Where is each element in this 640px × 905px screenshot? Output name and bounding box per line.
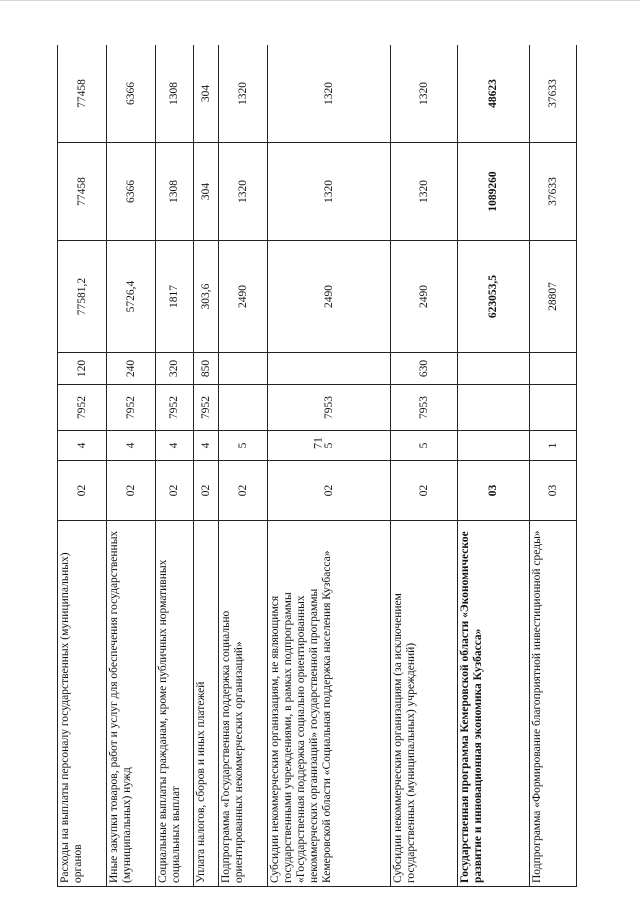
value-2022-cell: 1089260 <box>458 143 530 241</box>
value-2021-cell: 623053,5 <box>458 241 530 353</box>
value-2022-cell: 6366 <box>107 143 156 241</box>
code-cell: 7952 <box>156 385 194 431</box>
section-cell: 02 <box>268 461 391 521</box>
row-name-cell: Подпрограмма «Государственная поддержка социально ориентированных некоммерческих организаций» <box>219 521 268 887</box>
code-cell: 7952 <box>58 385 107 431</box>
value-2023-cell: 1320 <box>219 45 268 143</box>
subprogram-cell <box>458 431 530 461</box>
table-row <box>391 45 458 887</box>
subprogram-cell: 4 <box>58 431 107 461</box>
code-cell: 7953 <box>268 385 391 431</box>
code-cell: 7953 <box>391 385 458 431</box>
type-cell <box>529 353 576 385</box>
value-2021-cell: 28807 <box>529 241 576 353</box>
table-row <box>156 45 194 887</box>
subprogram-cell: 5 <box>391 431 458 461</box>
value-2023-cell: 1308 <box>156 45 194 143</box>
subprogram-cell: 1 <box>529 431 576 461</box>
value-2022-cell: 37633 <box>529 143 576 241</box>
subprogram-cell: 4 <box>107 431 156 461</box>
row-name-cell: Расходы на выплаты персоналу государственных (муниципальных) органов <box>58 521 107 887</box>
row-name-cell: Уплата налогов, сборов и иных платежей <box>194 521 219 887</box>
section-cell: 02 <box>107 461 156 521</box>
table-row <box>107 45 156 887</box>
table-row <box>194 45 219 887</box>
section-cell: 02 <box>219 461 268 521</box>
code-cell <box>529 385 576 431</box>
value-2022-cell: 304 <box>194 143 219 241</box>
budget-table <box>57 45 577 887</box>
value-2021-cell: 2490 <box>391 241 458 353</box>
subprogram-cell: 5 <box>219 431 268 461</box>
value-2023-cell: 304 <box>194 45 219 143</box>
section-cell: 02 <box>156 461 194 521</box>
top-rule <box>0 0 640 1</box>
table-row <box>268 45 391 887</box>
table-row <box>58 45 107 887</box>
type-cell <box>458 353 530 385</box>
value-2023-cell: 37633 <box>529 45 576 143</box>
value-2021-cell: 2490 <box>268 241 391 353</box>
table-row <box>219 45 268 887</box>
type-cell: 630 <box>391 353 458 385</box>
code-cell: 7952 <box>194 385 219 431</box>
row-name-cell: Субсидии некоммерческим организациям (за исключением государственных (муниципальных) учреждений) <box>391 521 458 887</box>
subprogram-cell: 4 <box>194 431 219 461</box>
type-cell <box>268 353 391 385</box>
section-cell: 02 <box>58 461 107 521</box>
section-cell: 02 <box>194 461 219 521</box>
code-cell: 7952 <box>107 385 156 431</box>
value-2021-cell: 5726,4 <box>107 241 156 353</box>
value-2022-cell: 1320 <box>219 143 268 241</box>
value-2021-cell: 77581,2 <box>58 241 107 353</box>
section-cell: 03 <box>529 461 576 521</box>
value-2023-cell: 1320 <box>391 45 458 143</box>
page-number: 71 <box>310 437 325 449</box>
type-cell <box>219 353 268 385</box>
row-name-cell: Подпрограмма «Формирование благоприятной инвестиционной среды» <box>529 521 576 887</box>
type-cell: 240 <box>107 353 156 385</box>
value-2023-cell: 1320 <box>268 45 391 143</box>
section-cell: 03 <box>458 461 530 521</box>
table-row <box>458 45 530 887</box>
subprogram-cell: 5 <box>268 431 391 461</box>
table-row <box>529 45 576 887</box>
value-2022-cell: 1320 <box>268 143 391 241</box>
row-name-cell: Иные закупки товаров, работ и услуг для обеспечения государственных (муниципальных) нужд <box>107 521 156 887</box>
row-name-cell: Субсидии некоммерческим организациям, не являющимся государственными учреждениями, в рамках подпрограммы «Государственная поддержка социально ориентированных некоммерческих организаций» государственной программы Кемеровской области «Социальная поддержка населения Кузбасса» <box>268 521 391 887</box>
value-2022-cell: 1308 <box>156 143 194 241</box>
type-cell: 320 <box>156 353 194 385</box>
subprogram-cell: 4 <box>156 431 194 461</box>
value-2023-cell: 6366 <box>107 45 156 143</box>
code-cell <box>219 385 268 431</box>
type-cell: 120 <box>58 353 107 385</box>
row-name-cell: Социальные выплаты гражданам, кроме публичных нормативных социальных выплат <box>156 521 194 887</box>
code-cell <box>458 385 530 431</box>
value-2023-cell: 77458 <box>58 45 107 143</box>
value-2021-cell: 303,6 <box>194 241 219 353</box>
type-cell: 850 <box>194 353 219 385</box>
value-2021-cell: 1817 <box>156 241 194 353</box>
value-2023-cell: 48623 <box>458 45 530 143</box>
row-name-cell: Государственная программа Кемеровской области «Экономическое развитие и инновационная экономика Кузбасса» <box>458 521 530 887</box>
value-2021-cell: 2490 <box>219 241 268 353</box>
table-frame <box>57 45 577 887</box>
value-2022-cell: 1320 <box>391 143 458 241</box>
value-2022-cell: 77458 <box>58 143 107 241</box>
section-cell: 02 <box>391 461 458 521</box>
